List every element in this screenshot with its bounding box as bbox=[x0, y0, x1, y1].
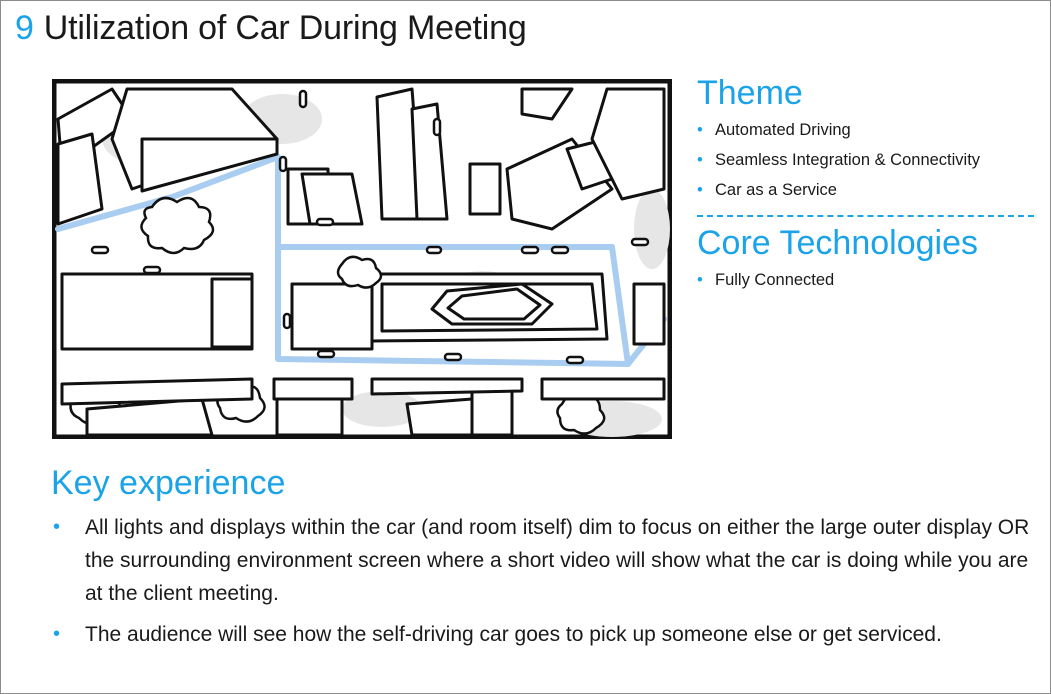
core-technologies-item: • Fully Connected bbox=[697, 265, 1037, 295]
theme-list bbox=[697, 115, 1037, 205]
dashed-divider bbox=[697, 215, 1034, 217]
theme-item: • Seamless Integration & Connectivity bbox=[697, 145, 1037, 175]
page-title bbox=[15, 9, 527, 48]
core-technologies-list bbox=[697, 265, 1037, 295]
theme-heading: Theme bbox=[697, 74, 803, 112]
key-experience-list bbox=[51, 511, 1031, 651]
key-experience-section bbox=[51, 461, 1031, 659]
slide-number: 9 bbox=[15, 9, 34, 47]
key-experience-item: • All lights and displays within the car (and room itself) dim to focus on either the large outer display OR the surrounding environment screen where a short video will show what the car is doing while you are at the client meeting. bbox=[51, 511, 1031, 610]
city-map-sketch-icon bbox=[52, 79, 672, 439]
key-experience-heading: Key experience bbox=[51, 464, 286, 502]
core-technologies-heading: Core Technologies bbox=[697, 224, 978, 262]
theme-item: • Automated Driving bbox=[697, 115, 1037, 145]
theme-item: • Car as a Service bbox=[697, 175, 1037, 205]
title-text: Utilization of Car During Meeting bbox=[43, 9, 527, 47]
key-experience-item: • The audience will see how the self-driving car goes to pick up someone else or get serviced. bbox=[51, 618, 1031, 651]
side-panel bbox=[697, 71, 1037, 295]
